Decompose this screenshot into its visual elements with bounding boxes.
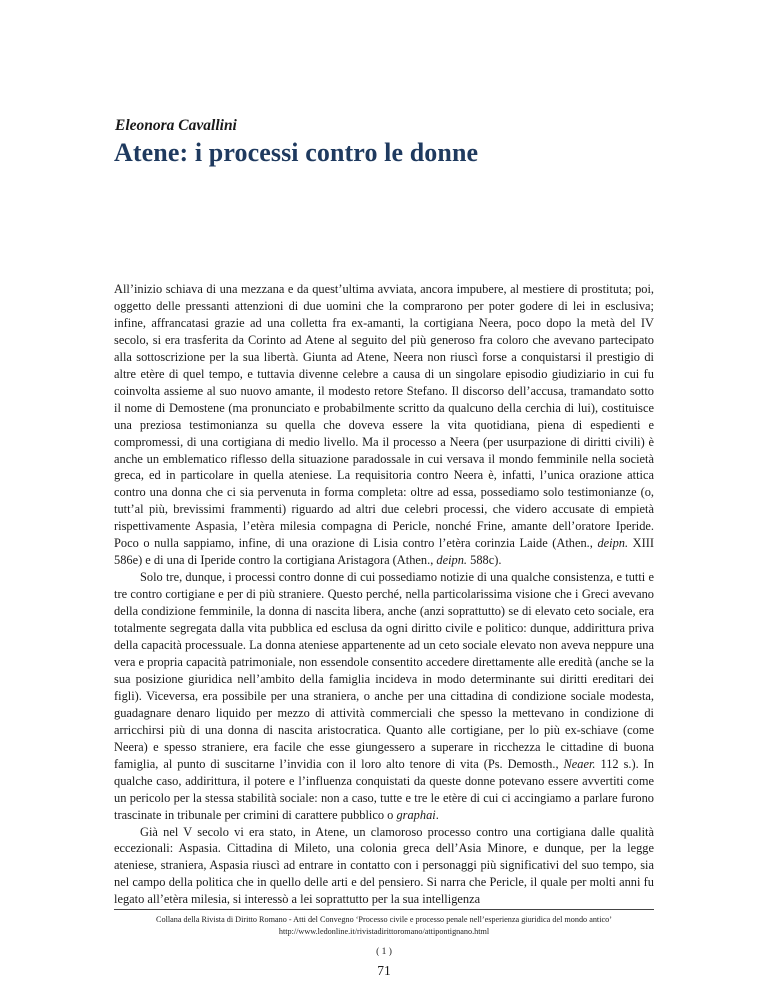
page-number: 71 [377, 963, 391, 978]
text-run: Già nel V secolo vi era stato, in Atene, un clamoroso processo contro una cortigiana dalle qualità eccezionali: Aspasia. Cittadina di Mileto, una colonia greca dell’Asia Minore, e dunque, per la legge ateniese, straniera, Aspasia riuscì ad entrare in contatto con i personaggi più significativi del suo tempo, sia nel campo della politica che in quello delle arti e del pensiero. Si narra che Pericle, il quale per molti anni fu legato all’etèra milesia, si interessò a lei soprattutto per la sua intelligenza [114, 824, 654, 907]
footer-url-link[interactable]: http://www.ledonline.it/rivistadirittoromano/attipontignano.html [278, 926, 490, 936]
footer-citation [100, 914, 668, 937]
paragraph-3 [114, 824, 654, 909]
page-label: ( 1 ) [376, 947, 392, 957]
text-run: All’inizio schiava di una mezzana e da quest’ultima avviata, ancora impubere, al mestiere di prostituta; poi, oggetto delle pressanti attenzioni di due uomini che la comprarono per poter godere di lei in esclusiva; infine, affrancatasi grazie ad una colletta fra ex-amanti, la cortigiana Neera, poco dopo la metà del IV secolo, si era trasferita da Corinto ad Atene al seguito del più generoso fra coloro che avevano partecipato alla sottoscrizione per la sua libertà. Giunta ad Atene, Neera non riuscì forse a conquistarsi il prestigio di altre etère di quel tempo, e tuttavia divenne celebre a causa di un singolare episodio giudiziario in cui fu coinvolta assieme al suo nuovo amante, il modesto retore Stefano. Il discorso dell’accusa, tramandato sotto il nome di Demostene (ma pronunciato e probabilmente scritto da qualcuno della cerchia di lui), costituisce una preziosa testimonianza su quella che doveva essere la vita quotidiana, piena di espedienti e compromessi, di una cortigiana di medio livello. Ma il processo a Neera (per usurpazione di diritti civili) è anche un emblematico riflesso della situazione paradossale in cui versava il mondo femminile nella società greca, ed in particolare in quella ateniese. La requisitoria contro Neera è, infatti, l’unica orazione attica contro una donna che ci sia pervenuta in forma completa: oltre ad essa, possediamo solo testimonianze (o, tutt’al più, brevissimi frammenti) riguardo ad altri due celebri processi, che videro accusate di empietà rispettivamente Aspasia, l’etèra milesia compagna di Pericle, nonché Frine, amante dell’oratore Iperide. Poco o nulla sappiamo, infine, di una orazione di Lisia contro l’etèra corinzia Laide (Athen., [114, 282, 654, 551]
article-title: Atene: i processi contro le donne [114, 138, 479, 167]
italic-citation: Neaer. [563, 756, 596, 771]
text-run: . [435, 807, 439, 822]
footer-rule [114, 909, 654, 910]
text-run: 588c). [467, 553, 502, 568]
text-run: XIII 586e) e di una di Iperide contro la cortigiana Aristagora (Athen., [114, 536, 654, 568]
italic-citation: deipn. [436, 553, 468, 568]
text-run: Solo tre, dunque, i processi contro donne di cui possediamo notizie di una qualche consistenza, e tutti e tre contro cortigiane e per di più straniere. Questo perché, nella particolarissima visione che i Greci avevano della condizione femminile, la donna di nascita libera, anche (anzi soprattutto) se di elevato ceto sociale, era totalmente segregata dalla vita pubblica ed esclusa da ogni diritto civile e politico: dunque, addirittura priva della capacità processuale. La donna ateniese appartenente ad un ceto sociale elevato non aveva neppure una vera e propria capacità patrimoniale, non essendole consentito accedere direttamente alle eredità (anche se la sua posizione giuridica nell’ambito della famiglia incideva in modo determinante sui diritti ereditari dei figli). Viceversa, era possibile per una straniera, o anche per una cittadina di condizione sociale modesta, guadagnare denaro liquido per mezzo di attività commerciali che spesso la mettevano in condizione di arricchirsi più di una donna di nascita aristocratica. Quanto alle cortigiane, per lo più ex-schiave (come Neera) e spesso straniere, era facile che esse giungessero a superare in ricchezza le cittadine di buona famiglia, al punto di suscitarne l’invidia con il loro alto tenore di vita (Ps. Demosth., [114, 570, 654, 771]
paragraph-2 [114, 569, 654, 823]
author-name: Eleonora Cavallini [115, 117, 237, 134]
text-run: 112 s.). In qualche caso, addirittura, il potere e l’influenza conquistati da queste donne potevano essere avvertiti come un pericolo per la stessa stabilità sociale: non a caso, tutte e tre le etère di cui ci accingiamo a parlare furono trascinate in tribunale per crimini di carattere pubblico o [114, 756, 654, 822]
paragraph-1 [114, 281, 654, 569]
article-body [114, 281, 654, 908]
italic-citation: graphai [396, 807, 436, 822]
italic-citation: deipn. [597, 536, 629, 551]
footer-series-line: Collana della Rivista di Diritto Romano - Atti del Convegno ‘Processo civile e processo penale nell’esperienza giuridica del mondo antico’ [156, 915, 612, 924]
